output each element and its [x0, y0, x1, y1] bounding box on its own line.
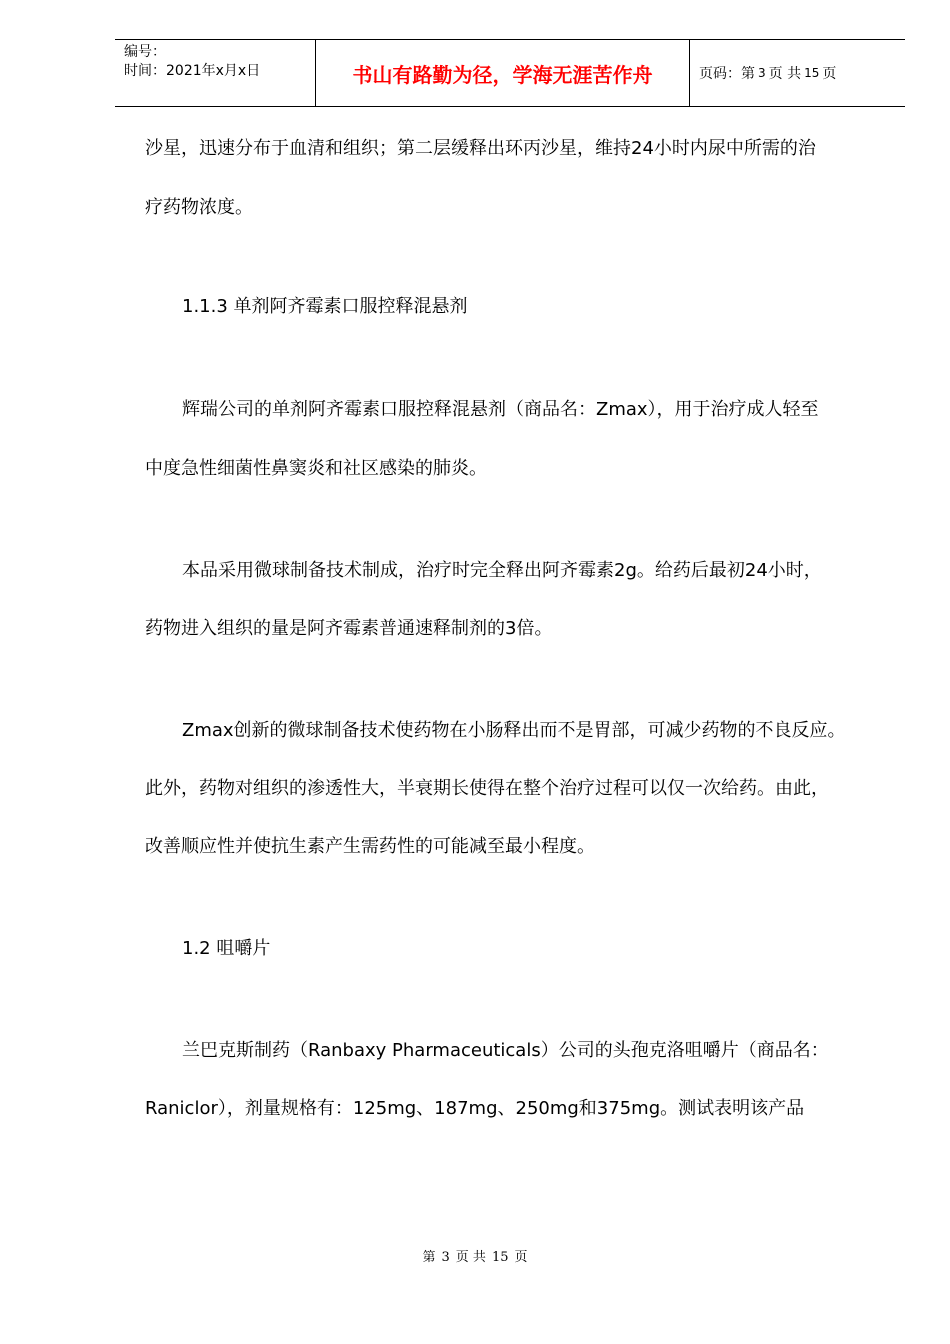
number-label: 编号： [124, 44, 166, 60]
footer-suffix: 页 [514, 1250, 528, 1265]
body-line: 兰巴克斯制药（Ranbaxy Pharmaceuticals）公司的头孢克洛咀嚼片（商品名： [182, 1040, 829, 1061]
footer-mid: 页 共 [455, 1250, 486, 1265]
body-line: 辉瑞公司的单剂阿齐霉素口服控释混悬剂（商品名：Zmax），用于治疗成人轻至 [182, 399, 819, 420]
page-footer [0, 1246, 950, 1265]
header-page-info [690, 40, 905, 106]
body-line: 改善顺应性并使抗生素产生需药性的可能减至最小程度。 [145, 836, 595, 857]
page-mid: 页 共 [768, 66, 802, 82]
body-line: 此外，药物对组织的渗透性大，半衰期长使得在整个治疗过程可以仅一次给药。由此， [145, 778, 829, 799]
body-line: 药物进入组织的量是阿齐霉素普通速释制剂的3倍。 [145, 618, 553, 639]
body-line: 疗药物浓度。 [145, 197, 253, 218]
section-heading: 1.1.3 单剂阿齐霉素口服控释混悬剂 [182, 296, 468, 317]
time-label: 时间：2021年x月x日 [124, 63, 261, 79]
body-line: 沙星，迅速分布于血清和组织；第二层缓释出环丙沙星，维持24小时内尿中所需的治 [145, 138, 816, 159]
page-current: 3 [758, 66, 766, 80]
body-line: Raniclor），剂量规格有：125mg、187mg、250mg和375mg。测试表明该产品 [145, 1098, 805, 1119]
body-line: 中度急性细菌性鼻窦炎和社区感染的肺炎。 [145, 458, 487, 479]
page-prefix: 页码：第 [699, 66, 755, 82]
page-total: 15 [804, 66, 820, 80]
footer-total: 15 [491, 1250, 509, 1265]
footer-prefix: 第 [422, 1250, 436, 1265]
page-suffix: 页 [822, 66, 837, 82]
header-motto: 书山有路勤为径，学海无涯苦作舟 [316, 40, 690, 106]
page-header [115, 39, 905, 107]
section-heading: 1.2 咀嚼片 [182, 938, 271, 959]
header-meta [115, 40, 316, 106]
body-line: 本品采用微球制备技术制成，治疗时完全释出阿齐霉素2g。给药后最初24小时， [182, 560, 822, 581]
body-line: Zmax创新的微球制备技术使药物在小肠释出而不是胃部，可减少药物的不良反应。 [182, 720, 846, 741]
footer-current: 3 [441, 1250, 450, 1265]
